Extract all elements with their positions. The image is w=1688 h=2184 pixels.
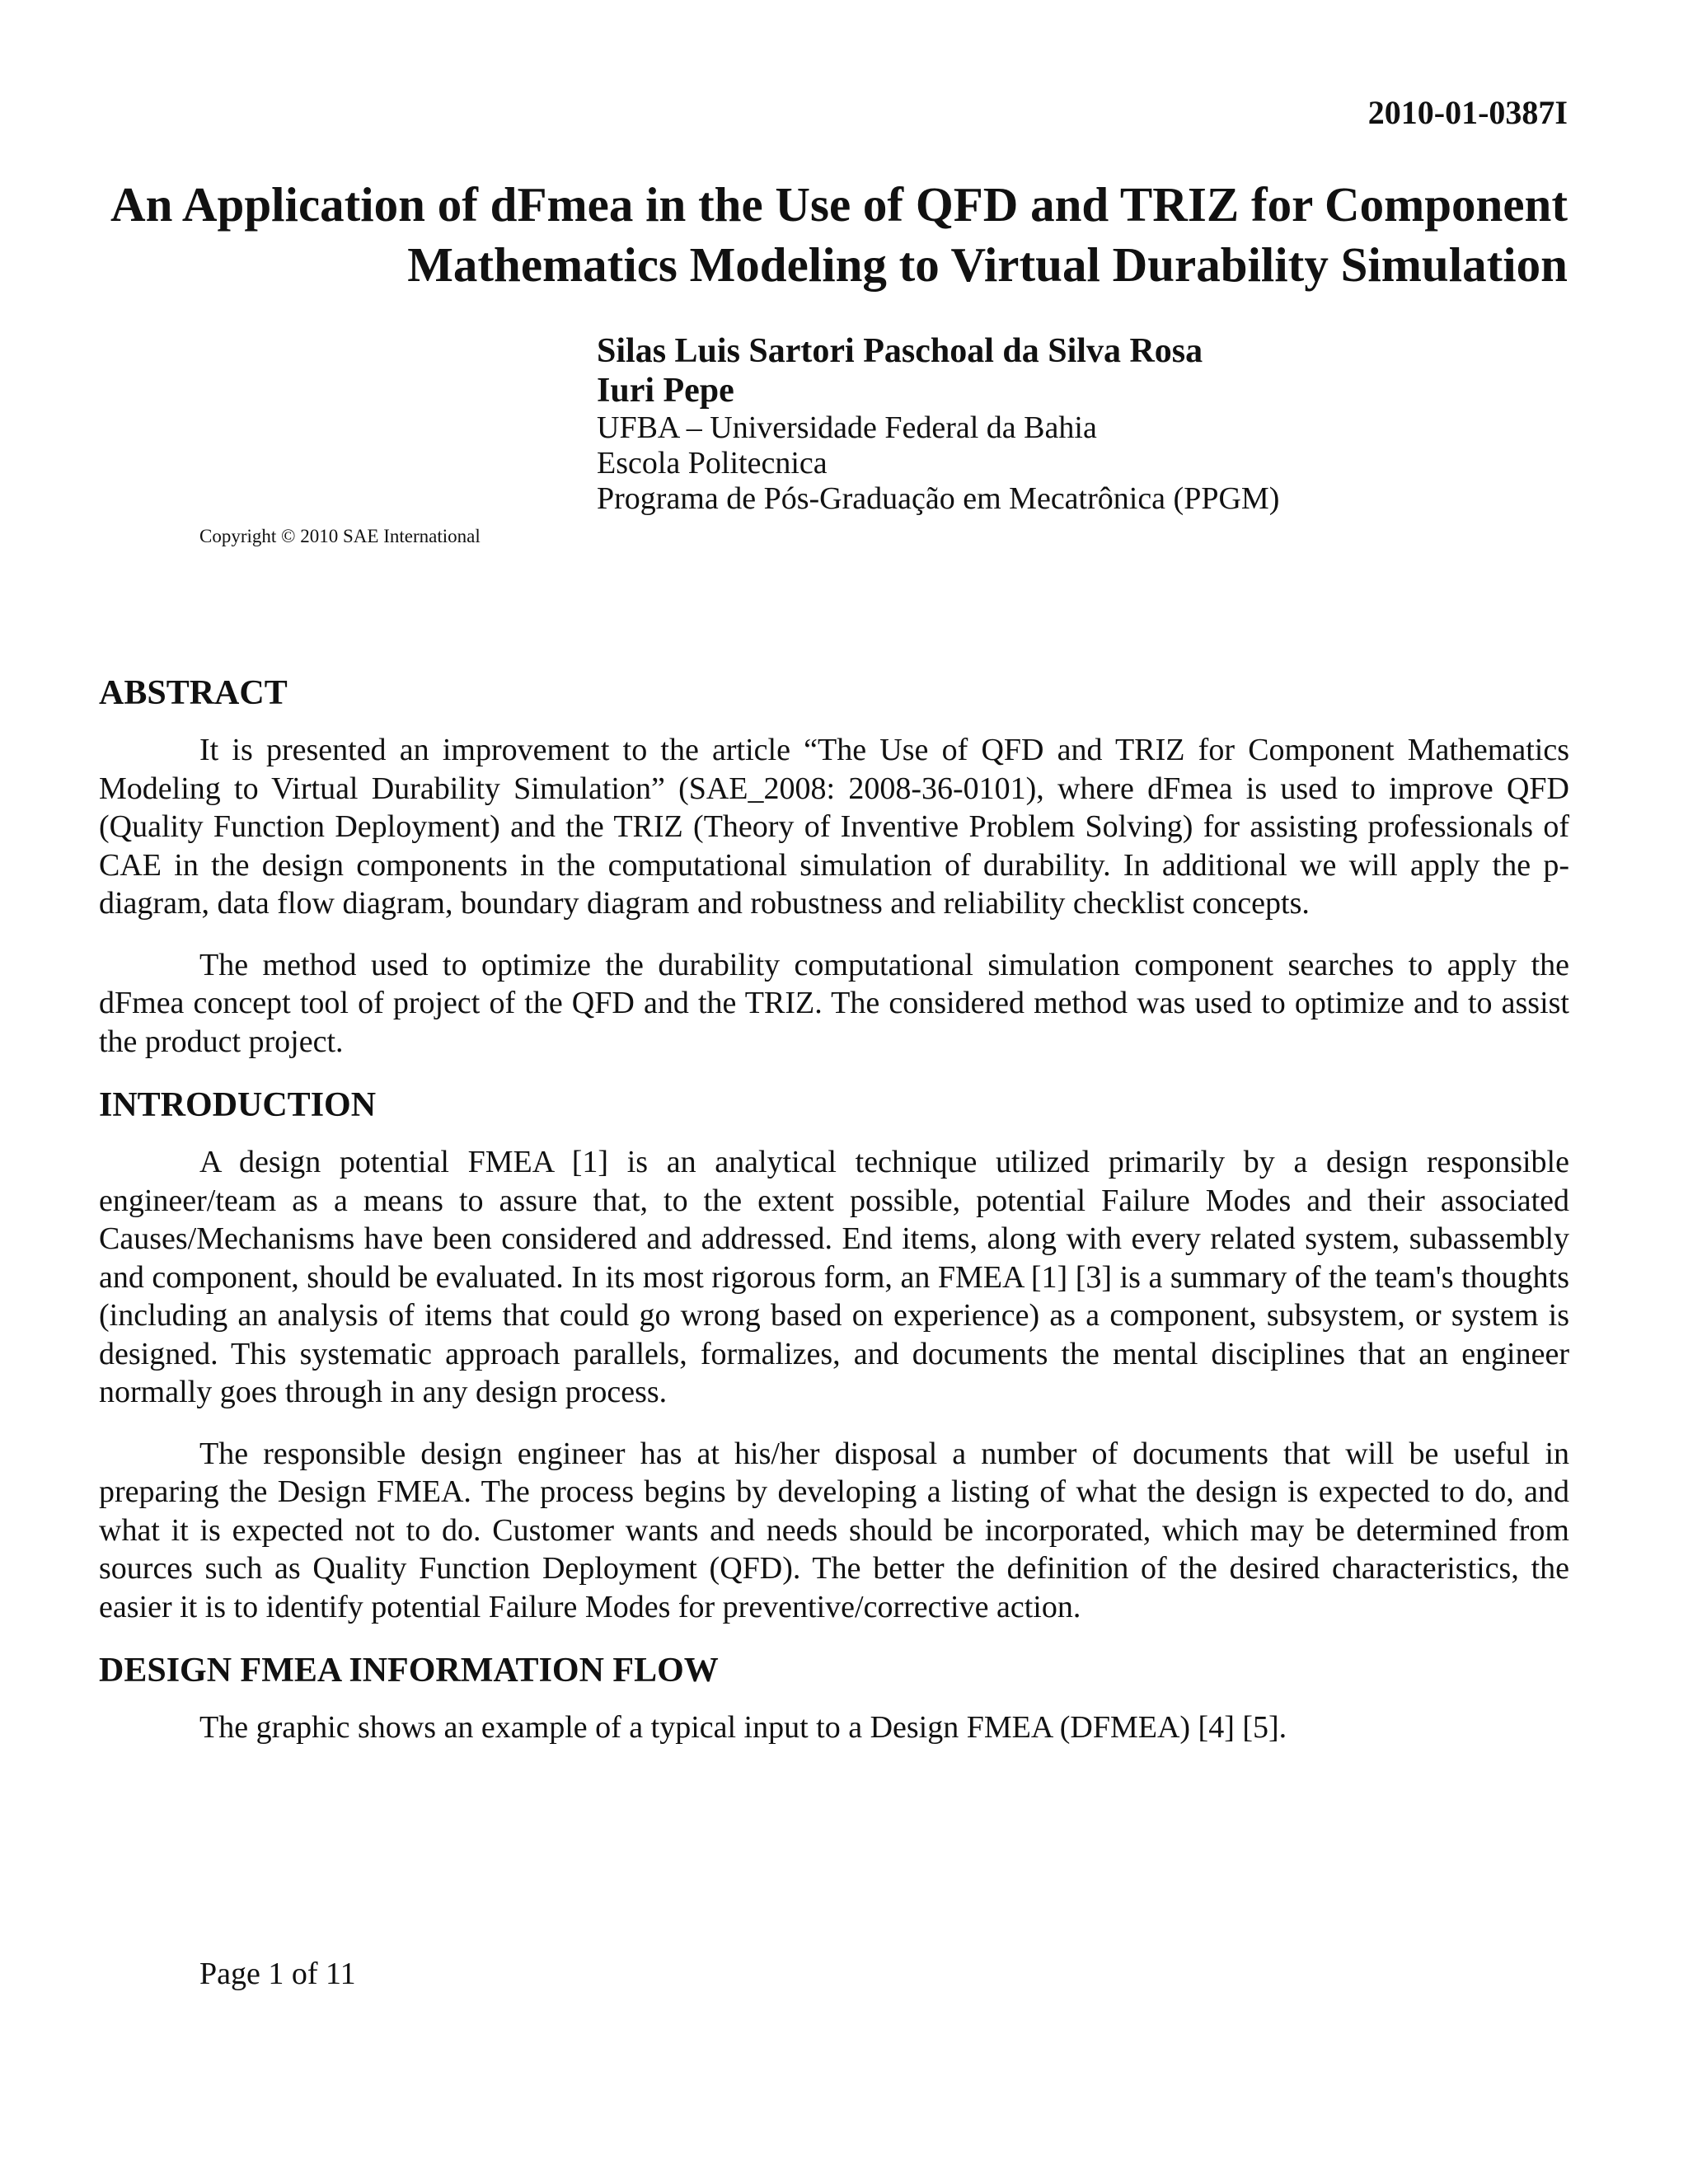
- introduction-section: [99, 1084, 1569, 1626]
- paper-number: 2010-01-0387I: [1367, 94, 1568, 131]
- page-number: Page 1 of 11: [199, 1957, 356, 1991]
- section-heading: DESIGN FMEA INFORMATION FLOW: [99, 1652, 719, 1690]
- body-paragraph: The method used to optimize the durability computational simulation component searches to apply the dFmea concept tool of project of the QFD and the TRIZ. The considered method was used to optimize and to assist the product project.: [99, 947, 1569, 1059]
- author-name: Silas Luis Sartori Paschoal da Silva Rosa: [597, 332, 1203, 370]
- author-name: Iuri Pepe: [597, 372, 734, 410]
- main-content: [99, 672, 1569, 1747]
- section-heading: INTRODUCTION: [99, 1086, 377, 1124]
- affiliation-line: Programa de Pós-Graduação em Mecatrônica (PPGM): [597, 481, 1280, 516]
- affiliation-line: UFBA – Universidade Federal da Bahia: [597, 410, 1097, 445]
- body-paragraph: The graphic shows an example of a typical input to a Design FMEA (DFMEA) [4] [5].: [199, 1710, 1287, 1745]
- copyright-notice: Copyright © 2010 SAE International: [199, 526, 481, 546]
- abstract-section: [99, 672, 1569, 1061]
- author-block: [496, 331, 1568, 517]
- section-heading: ABSTRACT: [99, 674, 288, 712]
- affiliation-line: Escola Politecnica: [597, 446, 828, 480]
- body-paragraph: A design potential FMEA [1] is an analytical technique utilized primarily by a design responsible engineer/team as a means to assure that, to the extent possible, potential Failure Modes and their associated Causes/Mechanisms have been considered and addressed. End items, along with every related system, subassembly and component, should be evaluated. In its most rigorous form, an FMEA [1] [3] is a summary of the team's thoughts (including an analysis of items that could go wrong based on experience) as a component, subsystem, or system is designed. This systematic approach parallels, formalizes, and documents the mental disciplines that an engineer normally goes through in any design process.: [99, 1145, 1569, 1409]
- paper-title: An Application of dFmea in the Use of QFD and TRIZ for Component Mathematics Modeling to Virtual Durability Simulation: [110, 177, 1568, 292]
- body-paragraph: The responsible design engineer has at his/her disposal a number of documents that will be useful in preparing the Design FMEA. The process begins by developing a listing of what the design is expected to do, and what it is expected not to do. Customer wants and needs should be incorporated, which may be determined from sources such as Quality Function Deployment (QFD). The better the definition of the desired characteristics, the easier it is to identify potential Failure Modes for preventive/corrective action.: [99, 1436, 1569, 1624]
- body-paragraph: It is presented an improvement to the article “The Use of QFD and TRIZ for Component Mathematics Modeling to Virtual Durability Simulation” (SAE_2008: 2008-36-0101), where dFmea is used to improve QFD (Quality Function Deployment) and the TRIZ (Theory of Inventive Problem Solving) for assisting professionals of CAE in the design components in the computational simulation of durability. In additional we will apply the p-diagram, data flow diagram, boundary diagram and robustness and reliability checklist concepts.: [99, 733, 1569, 921]
- info-flow-section: [99, 1649, 1569, 1747]
